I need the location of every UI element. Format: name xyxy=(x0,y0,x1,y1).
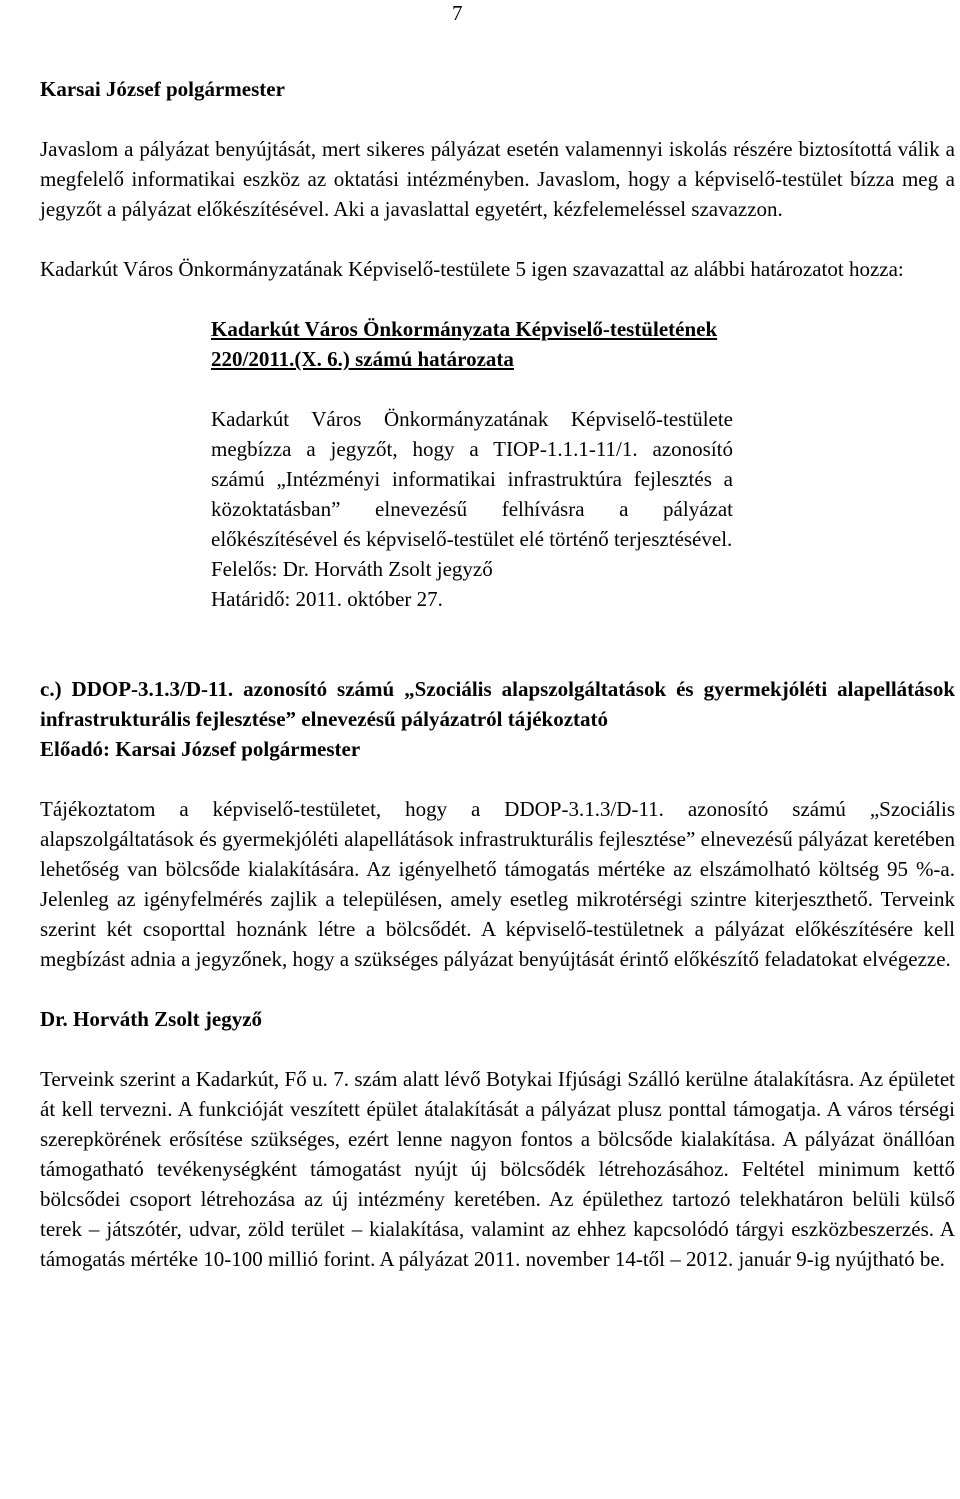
agenda-item-c-title: c.) DDOP-3.1.3/D-11. azonosító számú „Szociális alapszolgáltatások és gyermekjóléti alapellátások infrastrukturális fejlesztése” elnevezésű pályázatról tájékoztató xyxy=(40,677,955,731)
agenda-item-c xyxy=(40,674,955,974)
vote-statement: Kadarkút Város Önkormányzatának Képviselő-testülete 5 igen szavazattal az alábbi határozatot hozza: xyxy=(40,257,904,281)
resolution-title: Kadarkút Város Önkormányzata Képviselő-testületének 220/2011.(X. 6.) számú határozata xyxy=(211,317,718,371)
resolution-deadline: Határidő: 2011. október 27. xyxy=(211,587,443,611)
agenda-item-c-text: Tájékoztatom a képviselő-testületet, hogy a DDOP-3.1.3/D-11. azonosító számú „Szociális alapszolgáltatások és gyermekjóléti alapellátások infrastrukturális fejlesztése” elnevezésű pályázat keretében lehetőség van bölcsőde kialakítására. Az igényelhető támogatás mértéke az elszámolható költség 95 %-a. Jelenleg az igényfelmérés zajlik a településen, amely esetleg mikrotérségi szintre kiterjeszthető. Terveink szerint két csoporttal hoznánk létre a bölcsődét. A képviselő-testületnek a pályázat előkészítésére kell megbízást adnia a jegyzőnek, hogy a szükséges pályázat benyújtását érintő előkészítő feladatokat elvégezze. xyxy=(40,797,955,971)
resolution-body xyxy=(211,404,733,614)
resolution-responsible: Felelős: Dr. Horváth Zsolt jegyző xyxy=(211,557,493,581)
notary-paragraph: Terveink szerint a Kadarkút, Fő u. 7. szám alatt lévő Botykai Ifjúsági Szálló kerülne átalakításra. Az épületet át kell tervezni. A funkcióját veszített épület átalakítását a pályázat plusz ponttal támogatja. A város térségi szerepkörének erősítése szükséges, ezért lenne nagyon fontos a bölcsőde kialakítása. A pályázat önállóan támogatható tevékenységként támogatást nyújt új bölcsődék létrehozásához. Feltétel minimum kettő bölcsődei csoport létrehozása az új intézmény keretében. Az épülethez tartozó telekhatáron belüli külső terek – játszótér, udvar, zöld terület – kialakítása, valamint az ehhez kapcsolódó tárgyi eszközbeszerzés. A támogatás mértéke 10-100 millió forint. A pályázat 2011. november 14-től – 2012. január 9-ig nyújtható be. xyxy=(40,1067,955,1271)
agenda-item-c-presenter: Előadó: Karsai József polgármester xyxy=(40,737,361,761)
mayor-proposal-paragraph: Javaslom a pályázat benyújtását, mert sikeres pályázat esetén valamennyi iskolás részére biztosítottá válik a megfelelő informatikai eszköz az oktatási intézményben. Javaslom, hogy a képviselő-testület bízza meg a jegyzőt a pályázat előkészítésével. Aki a javaslattal egyetért, kézfelemeléssel szavazzon. xyxy=(40,137,955,221)
speaker-heading-mayor: Karsai József polgármester xyxy=(40,77,285,101)
page-number: 7 xyxy=(452,1,463,25)
document-body xyxy=(40,74,955,1274)
resolution-block xyxy=(211,314,733,614)
speaker-heading-notary: Dr. Horváth Zsolt jegyző xyxy=(40,1007,263,1031)
resolution-text: Kadarkút Város Önkormányzatának Képviselő-testülete megbízza a jegyzőt, hogy a TIOP-1.1.1-11/1. azonosító számú „Intézményi informatikai infrastruktúra fejlesztés a közoktatásban” elnevezésű felhívásra a pályázat előkészítésével és képviselő-testület elé történő terjesztésével. xyxy=(211,407,733,551)
